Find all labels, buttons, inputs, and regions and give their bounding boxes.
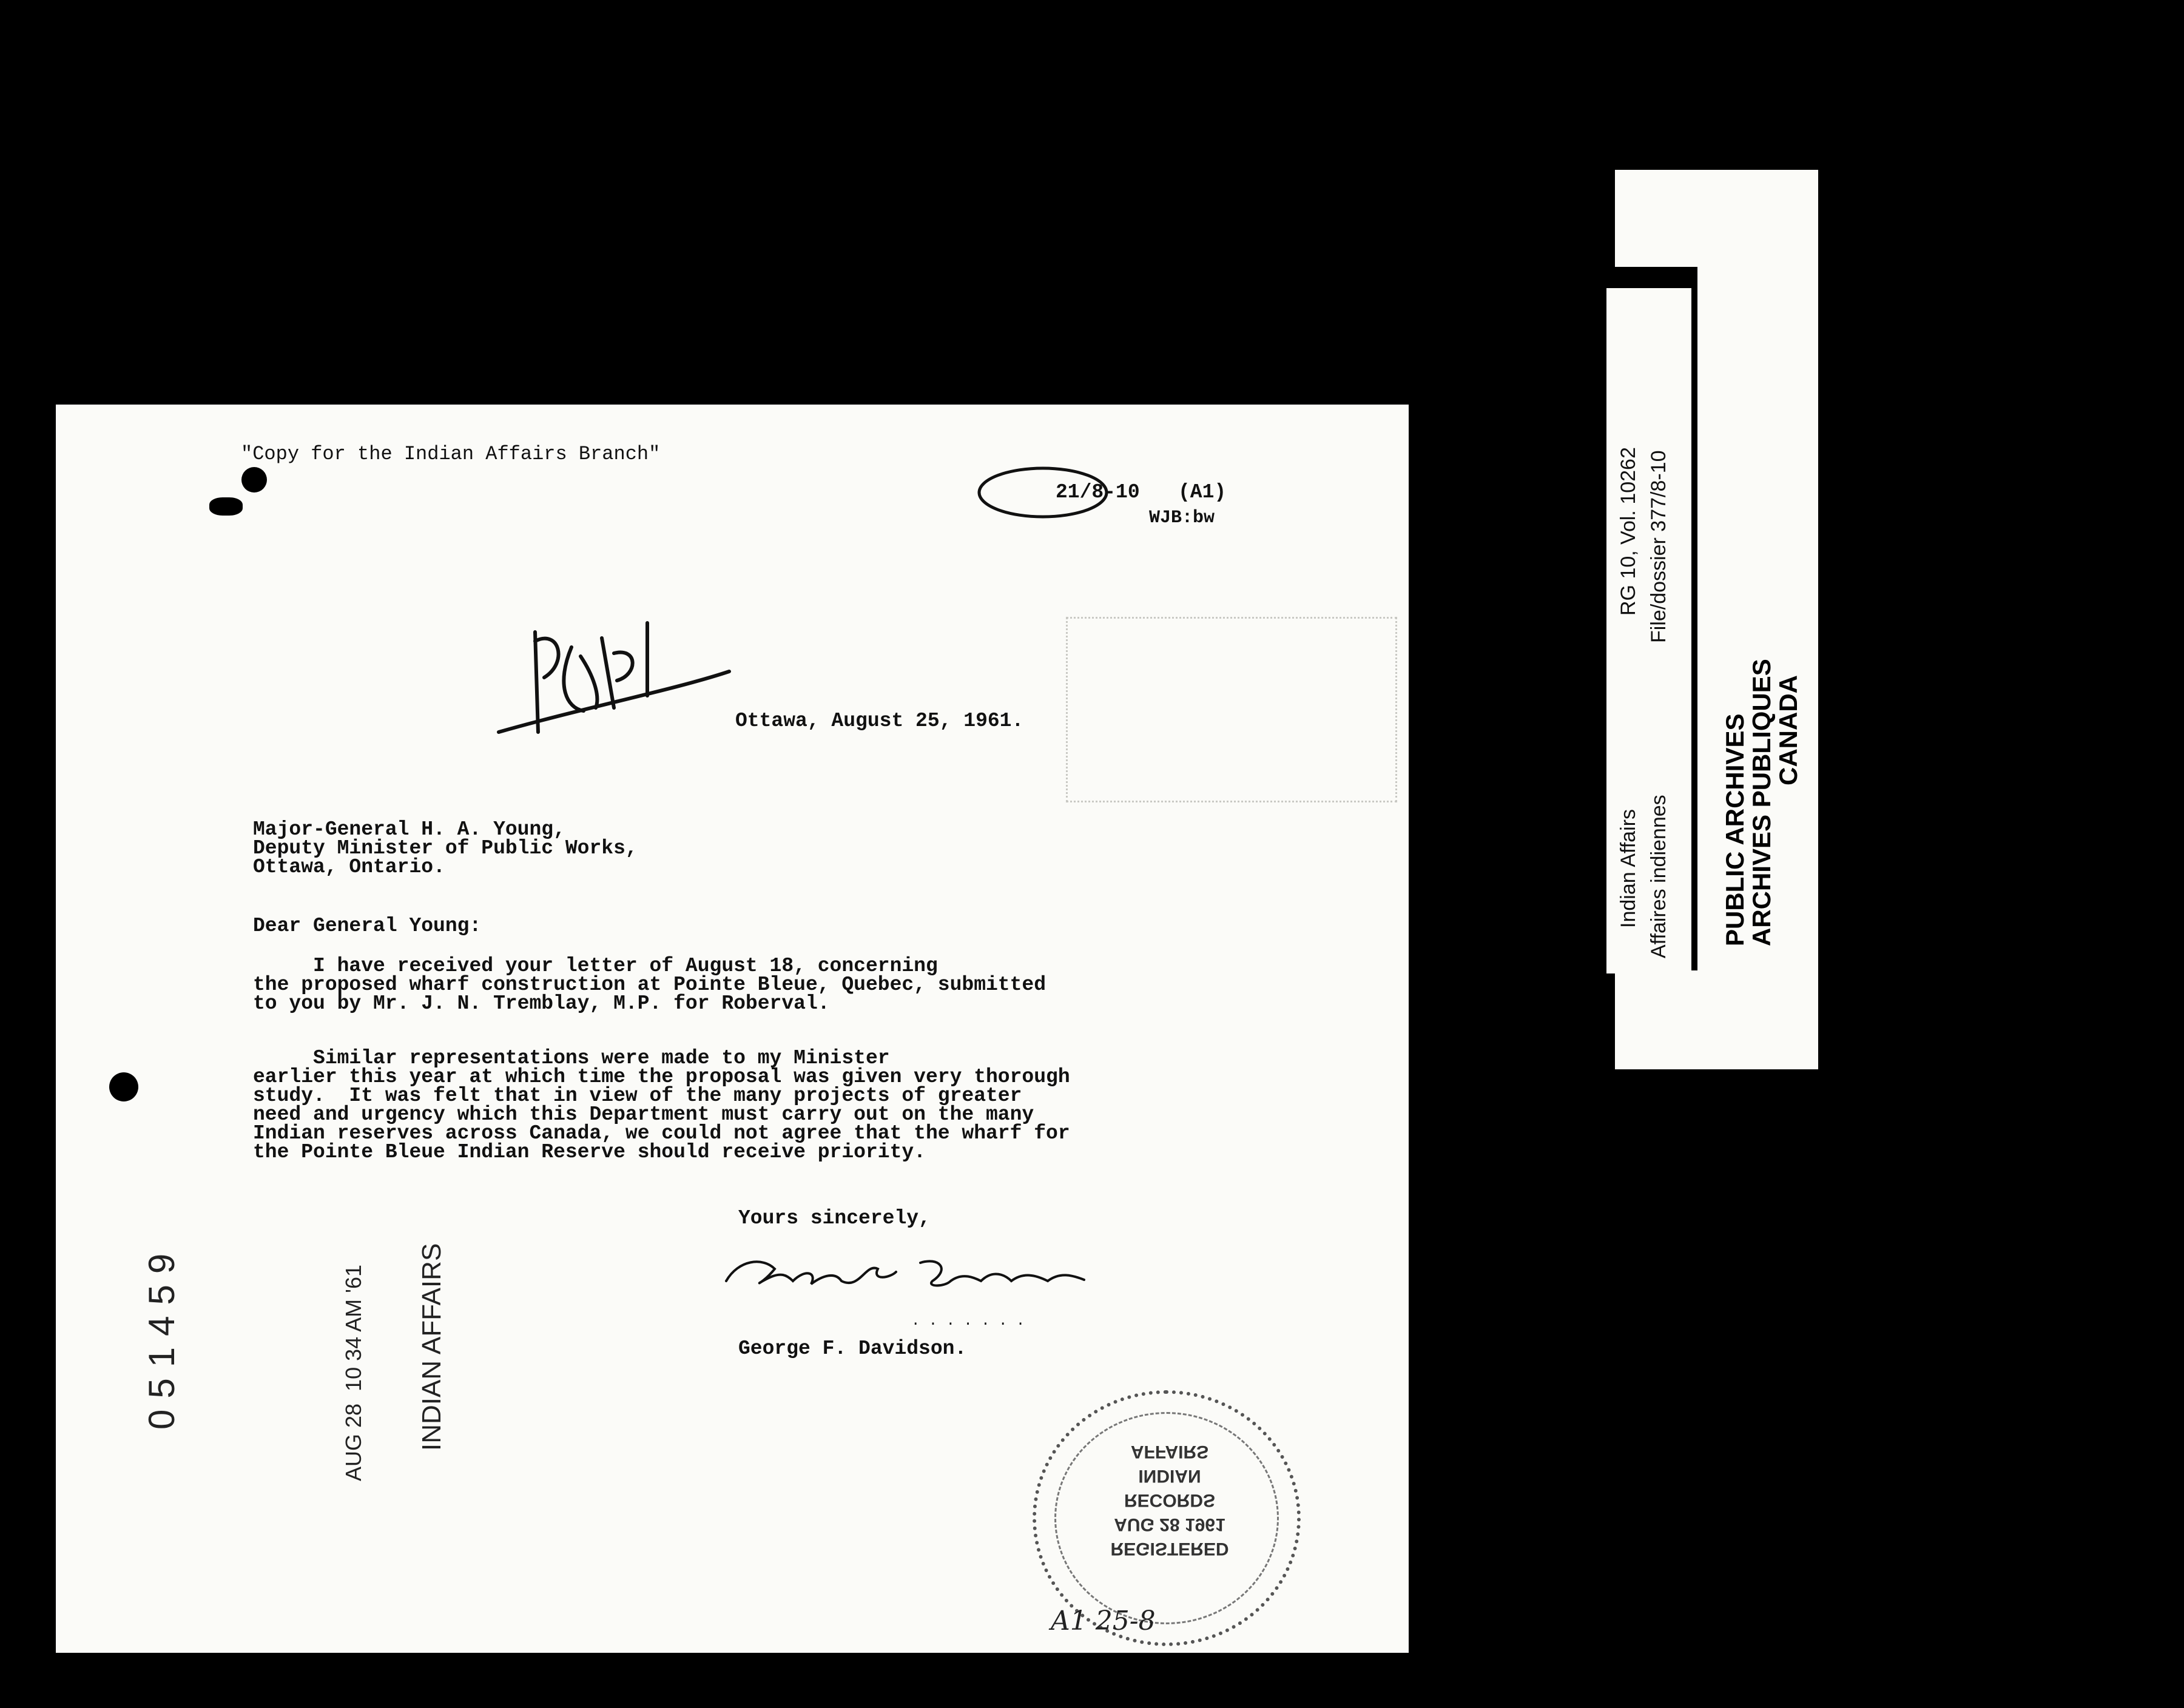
serial-number-stamp: 051459 xyxy=(141,1242,182,1430)
archive-title-line: ARCHIVES PUBLIQUES xyxy=(1747,659,1776,946)
salutation: Dear General Young: xyxy=(253,915,482,937)
paragraph-line: to you by Mr. J. N. Tremblay, M.P. for Roberval. xyxy=(253,992,830,1015)
paragraph-1 xyxy=(253,957,1284,1013)
received-date-stamp: AUG 28 10 34 AM '61 xyxy=(341,1264,366,1481)
archive-title xyxy=(1775,675,1802,785)
records-stamp-line: RECORDS xyxy=(1124,1490,1215,1510)
paragraph-2 xyxy=(253,1049,1284,1162)
punch-hole xyxy=(241,467,267,493)
paragraph-line: Indian reserves across Canada, we could not agree that the wharf for xyxy=(253,1122,1070,1145)
records-stamp-line: AFFAIRS xyxy=(1130,1442,1209,1462)
file-reference-suffix: (A1) xyxy=(1178,481,1227,503)
paragraph-line: I have received your letter of August 18, concerning xyxy=(253,955,938,977)
archive-title-line: PUBLIC ARCHIVES xyxy=(1721,713,1749,946)
scribbled-initials xyxy=(493,605,747,744)
handwritten-note: A1 25-8 xyxy=(1051,1605,1156,1636)
department-en: Indian Affairs xyxy=(1617,809,1640,928)
recipient-address xyxy=(253,820,1284,876)
paragraph-line: the proposed wharf construction at Pointe Bleue, Quebec, submitted xyxy=(253,973,1046,996)
records-stamp-line: INDIAN xyxy=(1138,1466,1201,1486)
date-line: Ottawa, August 25, 1961. xyxy=(735,710,1024,732)
address-line: Deputy Minister of Public Works, xyxy=(253,837,638,859)
signature-dots: . . . . . . . xyxy=(911,1313,1025,1330)
archive-file-reference: File/dossier 377/8-10 xyxy=(1647,450,1670,643)
archive-title xyxy=(1748,659,1775,946)
paragraph-line: the Pointe Bleue Indian Reserve should receive priority. xyxy=(253,1141,926,1163)
paragraph-line: earlier this year at which time the proposal was given very thorough xyxy=(253,1066,1070,1088)
paragraph-line: study. It was felt that in view of the many projects of greater xyxy=(253,1084,1022,1107)
address-line: Major-General H. A. Young, xyxy=(253,818,565,841)
letter-page xyxy=(56,405,1409,1653)
closing: Yours sincerely, xyxy=(738,1207,931,1229)
records-stamp-line: AUG 28 1961 xyxy=(1114,1515,1225,1535)
file-reference: 21/8-10 xyxy=(1056,481,1140,503)
copy-note: "Copy for the Indian Affairs Branch" xyxy=(241,443,661,465)
address-line: Ottawa, Ontario. xyxy=(253,856,445,878)
records-stamp-line: REGISTERED xyxy=(1110,1539,1229,1559)
archive-title xyxy=(1722,714,1748,946)
archive-title-line: CANADA xyxy=(1774,675,1802,785)
record-group: RG 10, Vol. 10262 xyxy=(1617,447,1640,616)
signature xyxy=(720,1245,1096,1299)
faded-stamp xyxy=(1066,617,1397,802)
ink-blot xyxy=(209,497,243,516)
paragraph-line: Similar representations were made to my Minister xyxy=(253,1047,890,1069)
paragraph-line: need and urgency which this Department must carry out on the many xyxy=(253,1103,1034,1126)
department-fr: Affaires indiennes xyxy=(1647,795,1670,958)
signer-name: George F. Davidson. xyxy=(738,1337,967,1360)
typist-initials: WJB:bw xyxy=(1149,508,1215,528)
punch-hole xyxy=(109,1072,138,1101)
received-office-stamp: INDIAN AFFAIRS xyxy=(417,1243,447,1451)
